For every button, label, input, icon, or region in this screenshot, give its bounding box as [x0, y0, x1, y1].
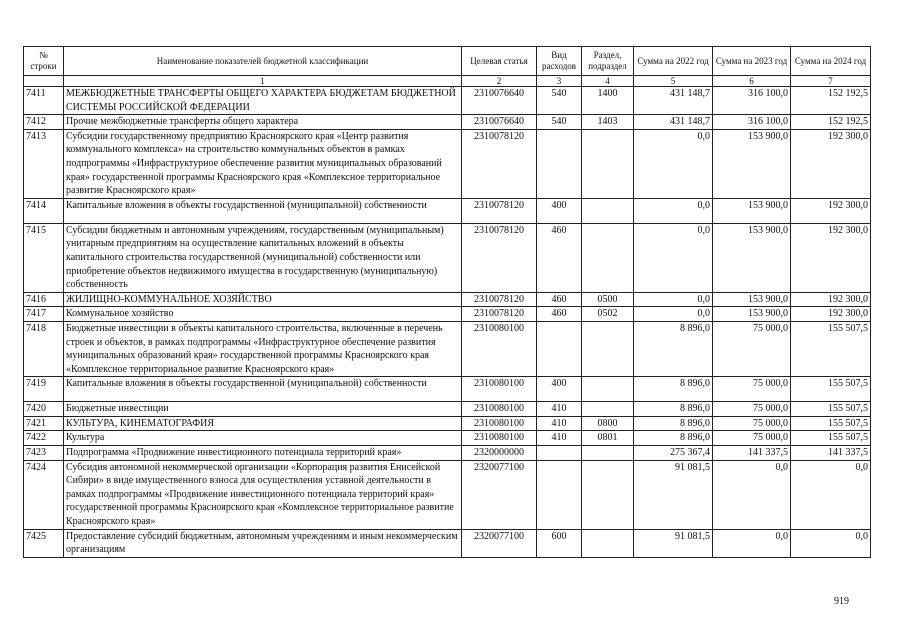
row-number: 7422	[24, 431, 64, 446]
sum-2024: 192 300,0	[791, 223, 871, 292]
sum-2023: 0,0	[713, 460, 791, 529]
sum-2022: 8 896,0	[634, 416, 713, 431]
target-article: 2310076640	[462, 87, 537, 115]
column-number: 5	[634, 76, 713, 87]
sum-2024: 152 192,5	[791, 115, 871, 130]
sum-2022: 91 081,5	[634, 529, 713, 557]
expense-type: 400	[537, 198, 582, 223]
sum-2024: 155 507,5	[791, 321, 871, 376]
target-article: 2310078120	[462, 129, 537, 198]
table-row	[24, 431, 871, 446]
sum-2024: 192 300,0	[791, 292, 871, 307]
expense-type: 460	[537, 307, 582, 322]
section-code: 0500	[582, 292, 634, 307]
section-code	[582, 460, 634, 529]
section-code	[582, 529, 634, 557]
expense-type: 540	[537, 115, 582, 130]
table-row	[24, 446, 871, 461]
target-article: 2320077100	[462, 529, 537, 557]
column-number: 1	[64, 76, 462, 87]
expense-type	[537, 321, 582, 376]
expense-type: 400	[537, 377, 582, 402]
sum-2022: 275 367,4	[634, 446, 713, 461]
section-code: 1403	[582, 115, 634, 130]
section-code: 0800	[582, 416, 634, 431]
target-article: 2310080100	[462, 402, 537, 417]
section-code	[582, 446, 634, 461]
row-number: 7423	[24, 446, 64, 461]
indicator-name: Капитальные вложения в объекты государственной (муниципальной) собственности	[64, 377, 462, 402]
header-indicator-name: Наименование показателей бюджетной классификации	[64, 47, 462, 76]
header-sum-2023: Сумма на 2023 год	[713, 47, 791, 76]
page-number: 919	[834, 596, 849, 607]
sum-2024: 192 300,0	[791, 307, 871, 322]
sum-2022: 0,0	[634, 129, 713, 198]
table-row	[24, 529, 871, 557]
sum-2023: 75 000,0	[713, 321, 791, 376]
sum-2022: 91 081,5	[634, 460, 713, 529]
expense-type: 600	[537, 529, 582, 557]
row-number: 7411	[24, 87, 64, 115]
column-number: 6	[713, 76, 791, 87]
target-article: 2310078120	[462, 198, 537, 223]
table-header-row	[24, 47, 871, 76]
table-row	[24, 129, 871, 198]
table-row	[24, 198, 871, 223]
table-row	[24, 416, 871, 431]
sum-2023: 316 100,0	[713, 87, 791, 115]
section-code	[582, 129, 634, 198]
indicator-name: Прочие межбюджетные трансферты общего характера	[64, 115, 462, 130]
row-number: 7425	[24, 529, 64, 557]
target-article: 2310078120	[462, 307, 537, 322]
sum-2022: 0,0	[634, 292, 713, 307]
section-code	[582, 377, 634, 402]
target-article: 2310080100	[462, 377, 537, 402]
column-number: 3	[537, 76, 582, 87]
sum-2022: 8 896,0	[634, 431, 713, 446]
sum-2022: 0,0	[634, 223, 713, 292]
header-row-number: № строки	[24, 47, 64, 76]
section-code	[582, 402, 634, 417]
indicator-name: ЖИЛИЩНО-КОММУНАЛЬНОЕ ХОЗЯЙСТВО	[64, 292, 462, 307]
table-row	[24, 292, 871, 307]
row-number: 7415	[24, 223, 64, 292]
row-number: 7418	[24, 321, 64, 376]
target-article: 2310080100	[462, 321, 537, 376]
sum-2022: 8 896,0	[634, 402, 713, 417]
sum-2024: 192 300,0	[791, 129, 871, 198]
table-row	[24, 87, 871, 115]
indicator-name: Коммунальное хозяйство	[64, 307, 462, 322]
expense-type: 460	[537, 223, 582, 292]
section-code	[582, 198, 634, 223]
sum-2023: 0,0	[713, 529, 791, 557]
indicator-name: Субсидии бюджетным и автономным учреждениям, государственным (муниципальным) унитарным предприятиям на осуществление капитальных вложений в объекты капитального строительства государственной (муниципальной) собственности или приобретение объектов недвижимого имущества в государственную (муниципальную) собственность	[64, 223, 462, 292]
target-article: 2310078120	[462, 292, 537, 307]
header-sum-2022: Сумма на 2022 год	[634, 47, 713, 76]
indicator-name: МЕЖБЮДЖЕТНЫЕ ТРАНСФЕРТЫ ОБЩЕГО ХАРАКТЕРА БЮДЖЕТАМ БЮДЖЕТНОЙ СИСТЕМЫ РОССИЙСКОЙ ФЕДЕРАЦИИ	[64, 87, 462, 115]
table-row	[24, 321, 871, 376]
target-article: 2310078120	[462, 223, 537, 292]
sum-2024: 0,0	[791, 460, 871, 529]
column-number: 4	[582, 76, 634, 87]
sum-2022: 431 148,7	[634, 115, 713, 130]
table-row	[24, 460, 871, 529]
expense-type: 410	[537, 402, 582, 417]
target-article: 2320000000	[462, 446, 537, 461]
header-sum-2024: Сумма на 2024 год	[791, 47, 871, 76]
indicator-name: Культура	[64, 431, 462, 446]
column-number	[24, 76, 64, 87]
sum-2024: 192 300,0	[791, 198, 871, 223]
expense-type	[537, 129, 582, 198]
sum-2022: 8 896,0	[634, 321, 713, 376]
expense-type: 410	[537, 416, 582, 431]
target-article: 2310080100	[462, 431, 537, 446]
sum-2022: 8 896,0	[634, 377, 713, 402]
sum-2023: 75 000,0	[713, 402, 791, 417]
sum-2024: 155 507,5	[791, 402, 871, 417]
sum-2023: 141 337,5	[713, 446, 791, 461]
sum-2022: 431 148,7	[634, 87, 713, 115]
sum-2023: 75 000,0	[713, 416, 791, 431]
row-number: 7414	[24, 198, 64, 223]
indicator-name: Предоставление субсидий бюджетным, автономным учреждениям и иным некоммерческим организациям	[64, 529, 462, 557]
sum-2023: 75 000,0	[713, 431, 791, 446]
target-article: 2320077100	[462, 460, 537, 529]
indicator-name: Капитальные вложения в объекты государственной (муниципальной) собственности	[64, 198, 462, 223]
indicator-name: КУЛЬТУРА, КИНЕМАТОГРАФИЯ	[64, 416, 462, 431]
table-row	[24, 223, 871, 292]
row-number: 7424	[24, 460, 64, 529]
section-code	[582, 223, 634, 292]
section-code: 0801	[582, 431, 634, 446]
sum-2023: 153 900,0	[713, 129, 791, 198]
sum-2023: 153 900,0	[713, 198, 791, 223]
section-code: 0502	[582, 307, 634, 322]
target-article: 2310080100	[462, 416, 537, 431]
sum-2022: 0,0	[634, 307, 713, 322]
table-row	[24, 402, 871, 417]
section-code: 1400	[582, 87, 634, 115]
row-number: 7420	[24, 402, 64, 417]
sum-2024: 155 507,5	[791, 416, 871, 431]
row-number: 7419	[24, 377, 64, 402]
expense-type: 410	[537, 431, 582, 446]
column-number: 2	[462, 76, 537, 87]
indicator-name: Подпрограмма «Продвижение инвестиционного потенциала территорий края»	[64, 446, 462, 461]
indicator-name: Бюджетные инвестиции	[64, 402, 462, 417]
sum-2023: 153 900,0	[713, 223, 791, 292]
indicator-name: Субсидия автономной некоммерческой организации «Корпорация развития Енисейской Сибири» в виде имущественного взноса для осуществления уставной деятельности в рамках подпрограммы «Продвижение инвестиционного потенциала территорий края» государственной программы Красноярского края «Комплексное территориальное развитие Красноярского края»	[64, 460, 462, 529]
sum-2023: 75 000,0	[713, 377, 791, 402]
sum-2023: 316 100,0	[713, 115, 791, 130]
expense-type: 540	[537, 87, 582, 115]
target-article: 2310076640	[462, 115, 537, 130]
indicator-name: Бюджетные инвестиции в объекты капитального строительства, включенные в перечень строек и объектов, в рамках подпрограммы «Инфраструктурное обеспечение развития муниципальных образований края» государственной программы Красноярского края «Комплексное территориальное развитие Красноярского края»	[64, 321, 462, 376]
column-number-row	[24, 76, 871, 87]
column-number: 7	[791, 76, 871, 87]
table-row	[24, 115, 871, 130]
row-number: 7413	[24, 129, 64, 198]
row-number: 7421	[24, 416, 64, 431]
row-number: 7417	[24, 307, 64, 322]
indicator-name: Субсидии государственному предприятию Красноярского края «Центр развития коммунального комплекса» на строительство коммунальных объектов в рамках подпрограммы «Инфраструктурное обеспечение развития муниципальных образований края» государственной программы Красноярского края «Комплексное территориальное развитие Красноярского края»	[64, 129, 462, 198]
sum-2024: 0,0	[791, 529, 871, 557]
expense-type	[537, 460, 582, 529]
header-target-article: Целевая статья	[462, 47, 537, 76]
section-code	[582, 321, 634, 376]
sum-2024: 141 337,5	[791, 446, 871, 461]
header-expense-type: Вид расходов	[537, 47, 582, 76]
expense-type: 460	[537, 292, 582, 307]
table-row	[24, 307, 871, 322]
sum-2024: 155 507,5	[791, 431, 871, 446]
row-number: 7416	[24, 292, 64, 307]
sum-2022: 0,0	[634, 198, 713, 223]
table-row	[24, 377, 871, 402]
sum-2024: 155 507,5	[791, 377, 871, 402]
row-number: 7412	[24, 115, 64, 130]
budget-table	[23, 46, 871, 558]
expense-type	[537, 446, 582, 461]
header-section: Раздел, подраздел	[582, 47, 634, 76]
sum-2023: 153 900,0	[713, 307, 791, 322]
sum-2023: 153 900,0	[713, 292, 791, 307]
sum-2024: 152 192,5	[791, 87, 871, 115]
